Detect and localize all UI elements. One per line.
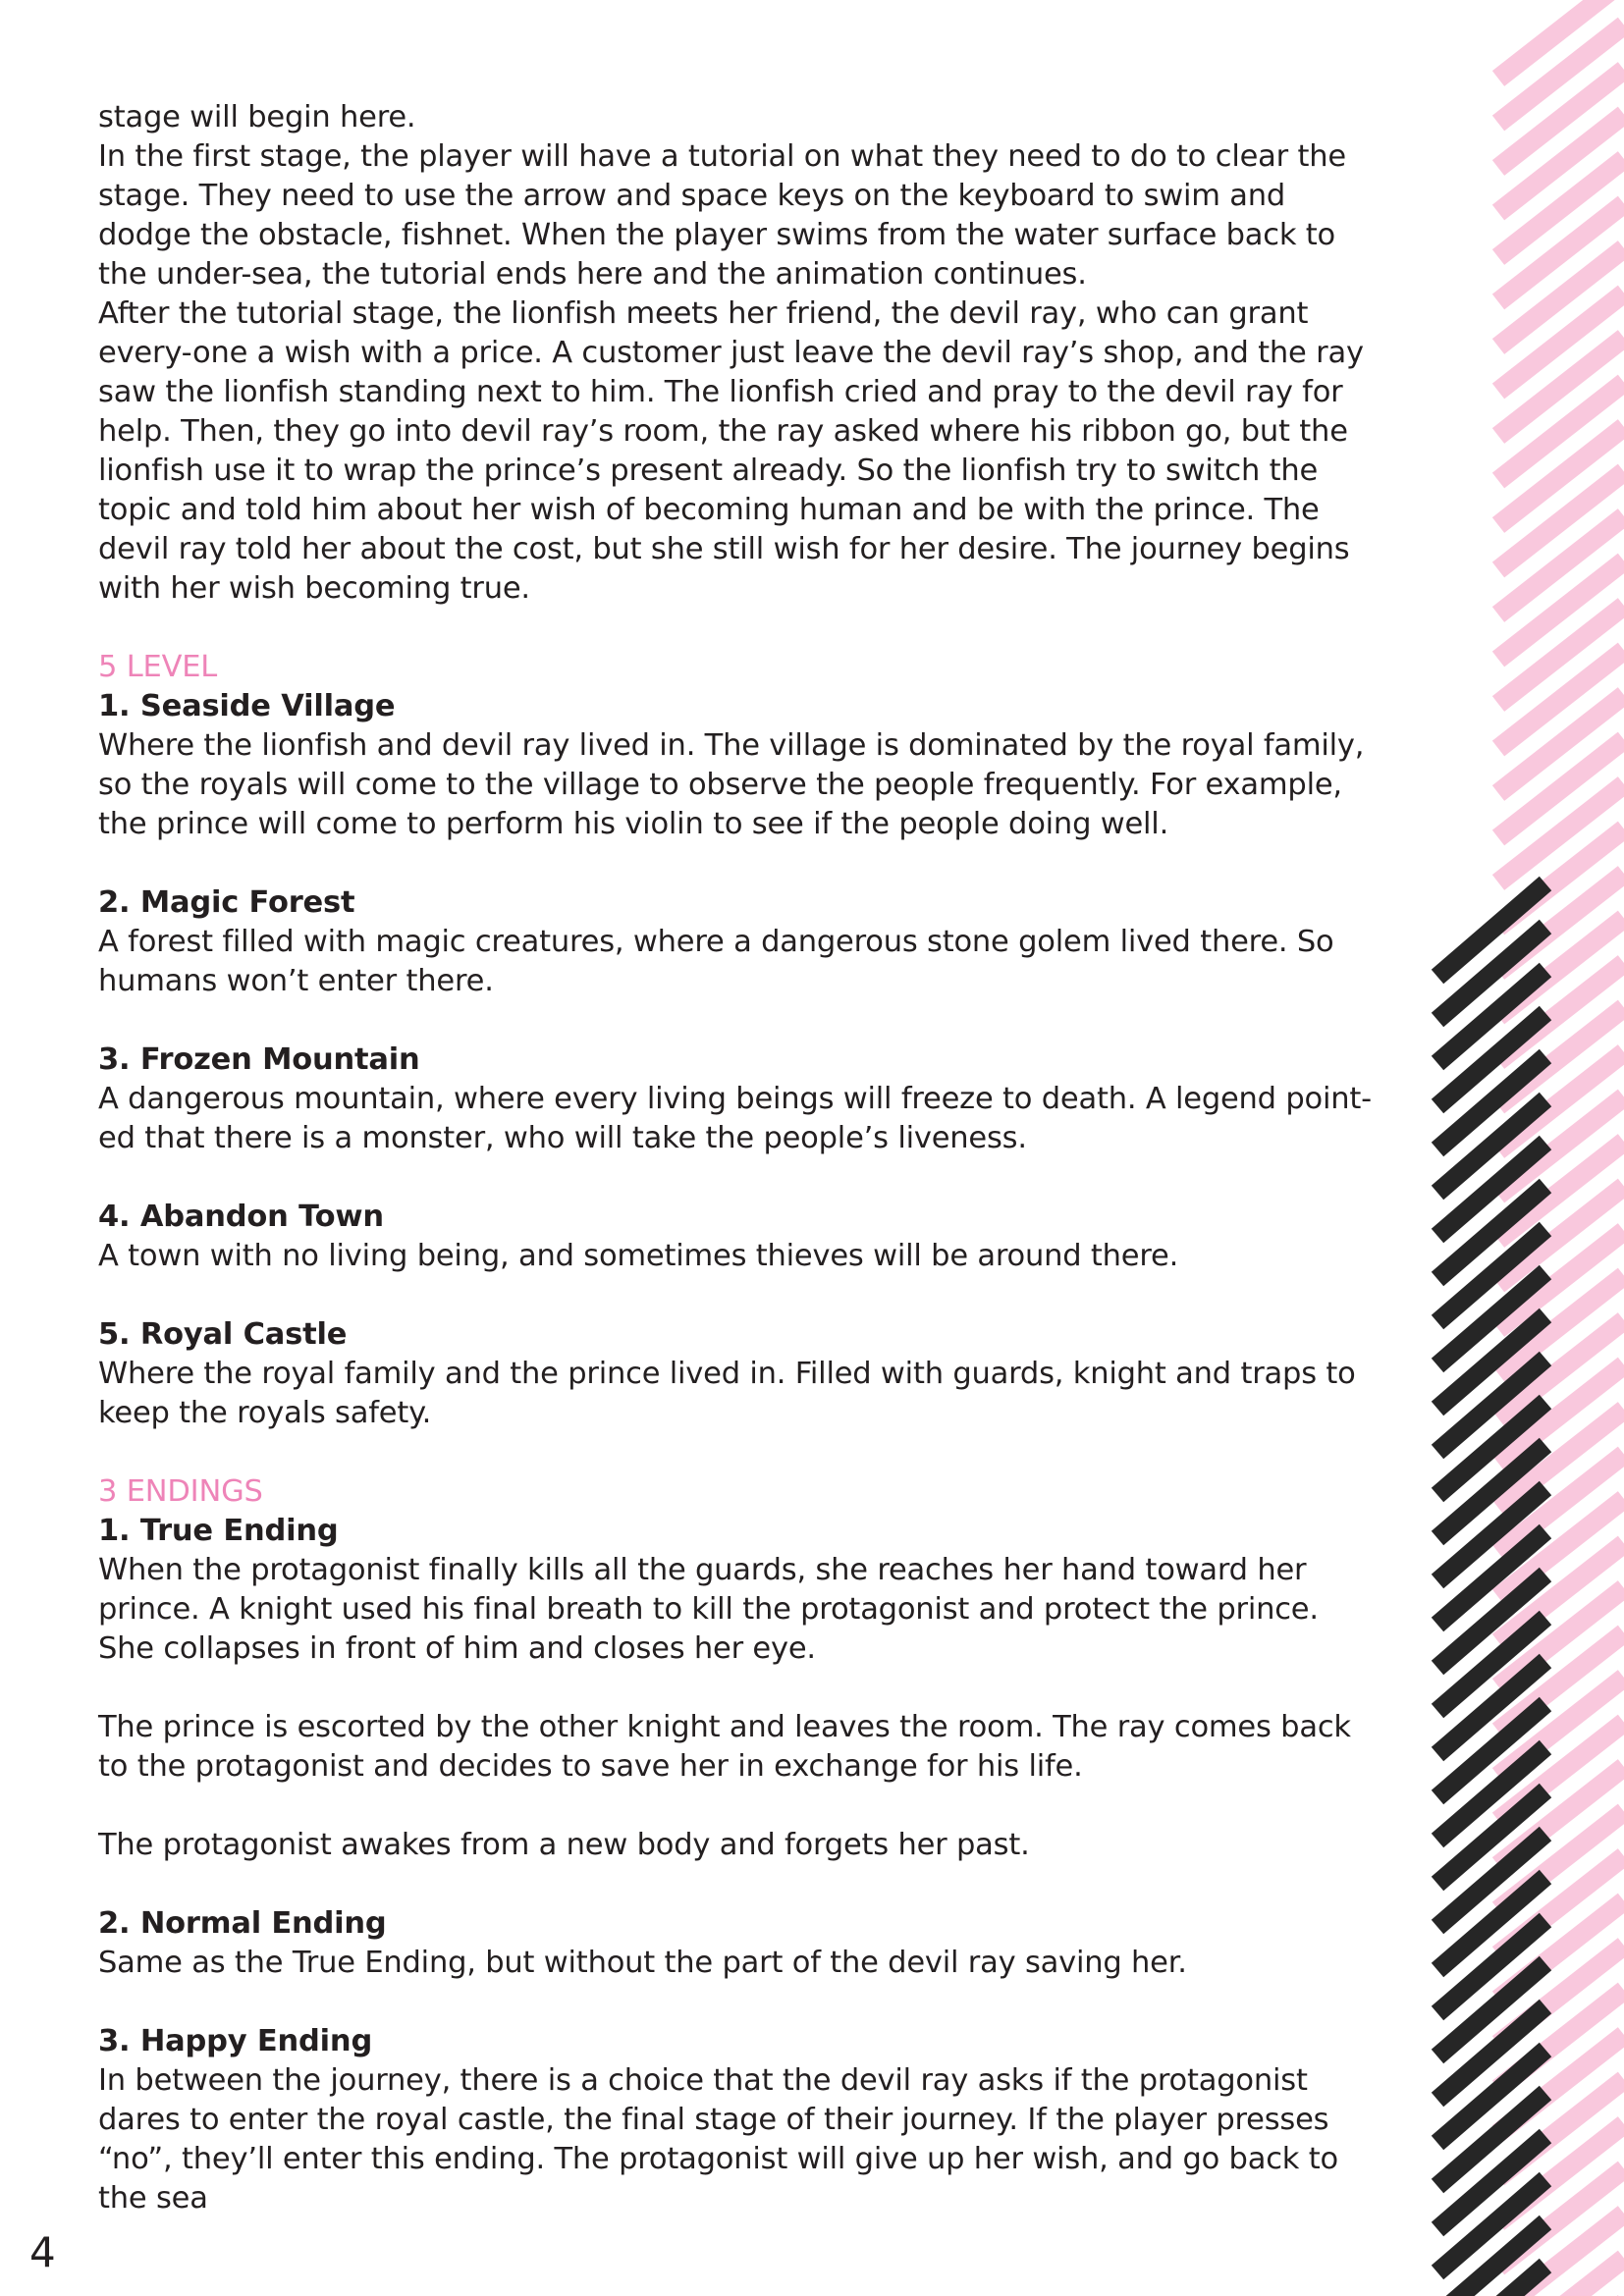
intro-paragraph-2: In the first stage, the player will have a tutorial on what they need to do to clear the stage. They need to use the arrow and space keys on the keyboard to swim and dodge the obstacle, fishnet. When the player swims from the water surface back to the under-sea, the tutorial ends here and the animation continues.: [98, 139, 1346, 292]
page-number: 4: [29, 2228, 56, 2276]
intro-paragraph-1: stage will begin here.: [98, 100, 416, 134]
endings-heading: 3 ENDINGS: [98, 1474, 263, 1509]
level-5-title: 5. Royal Castle: [98, 1317, 348, 1352]
level-5-text: Where the royal family and the prince lived in. Filled with guards, knight and traps to keep the royals safety.: [98, 1357, 1356, 1430]
page-content: [98, 98, 1375, 2218]
level-2-text: A forest filled with magic creatures, where a dangerous stone golem lived there. So humans won’t enter there.: [98, 925, 1334, 998]
happy-ending-title: 3. Happy Ending: [98, 2024, 373, 2058]
level-1-text: Where the lionfish and devil ray lived in. The village is dominated by the royal family, so the royals will come to the village to observe the people frequently. For example, the prince will come to perform his violin to see if the people doing well.: [98, 728, 1365, 841]
level-4-title: 4. Abandon Town: [98, 1200, 384, 1234]
level-3-text: A dangerous mountain, where every living beings will freeze to death. A legend point-ed that there is a monster, who will take the people’s liveness.: [98, 1082, 1372, 1155]
normal-ending-title: 2. Normal Ending: [98, 1906, 387, 1941]
intro-paragraph-3: After the tutorial stage, the lionfish meets her friend, the devil ray, who can grant every-one a wish with a price. A customer just leave the devil ray’s shop, and the ray saw the lionfish standing next to him. The lionfish cried and pray to the devil ray for help. Then, they go into devil ray’s room, the ray asked where his ribbon go, but the lionfish use it to wrap the prince’s present already. So the lionfish try to switch the topic and told him about her wish of becoming human and be with the prince. The devil ray told her about the cost, but she still wish for her desire. The journey begins with her wish becoming true.: [98, 296, 1364, 606]
levels-heading: 5 LEVEL: [98, 650, 218, 684]
true-ending-title: 1. True Ending: [98, 1514, 339, 1548]
level-2-title: 2. Magic Forest: [98, 885, 355, 920]
level-3-title: 3. Frozen Mountain: [98, 1042, 420, 1077]
happy-ending-text: In between the journey, there is a choice that the devil ray asks if the protagonist dares to enter the royal castle, the final stage of their journey. If the player presses “no”, they’ll enter this ending. The protagonist will give up her wish, and go back to the sea: [98, 2063, 1338, 2216]
level-4-text: A town with no living being, and sometimes thieves will be around there.: [98, 1239, 1179, 1273]
level-1-title: 1. Seaside Village: [98, 689, 396, 723]
normal-ending-text: Same as the True Ending, but without the part of the devil ray saving her.: [98, 1946, 1187, 1980]
true-ending-paragraph-2: The prince is escorted by the other knight and leaves the room. The ray comes back to the protagonist and decides to save her in exchange for his life.: [98, 1710, 1351, 1784]
true-ending-paragraph-3: The protagonist awakes from a new body and forgets her past.: [98, 1828, 1030, 1862]
true-ending-paragraph-1: When the protagonist finally kills all the guards, she reaches her hand toward her prince. A knight used his final breath to kill the protagonist and protect the prince. She collapses in front of him and closes her eye.: [98, 1553, 1319, 1666]
dark-stripe-group: [1437, 883, 1545, 2296]
